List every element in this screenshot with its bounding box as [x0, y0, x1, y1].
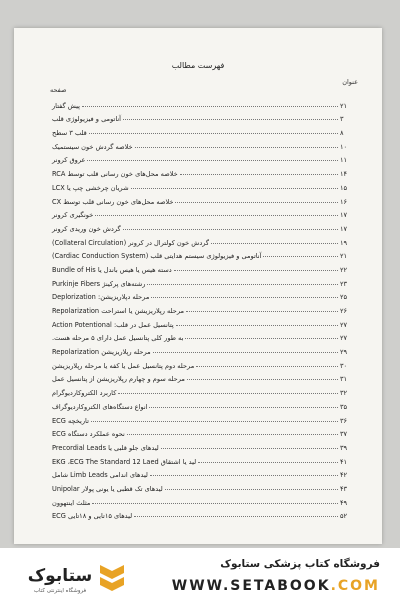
toc-dot-leader	[118, 393, 338, 394]
logo-text: ستابوک	[27, 566, 93, 586]
toc-entry-title: آناتومی و فیزیولوژی قلب	[52, 115, 122, 124]
toc-entry-title: لیدهای جلو قلبی یا Precordial Leads	[52, 443, 159, 452]
toc-dot-leader	[150, 475, 338, 476]
toc-dot-leader	[89, 133, 338, 134]
toc-entry-page: ۴۳	[340, 484, 348, 493]
toc-entry-title: انواع دستگاه‌های الکتروکاردیوگراف	[52, 402, 148, 411]
toc-entry	[50, 425, 360, 439]
toc-entry	[50, 233, 360, 247]
toc-entry-page: ۱۶	[340, 197, 348, 206]
toc-entry-title: مرحله رپلاریزیشن یا استراحت Repolarization	[52, 307, 185, 315]
toc-entry	[50, 479, 360, 493]
toc-entry	[50, 329, 360, 343]
toc-entry-title: رشته‌های پرکینژ Purkinje Fibers	[52, 279, 146, 288]
toc-dot-leader	[127, 434, 338, 435]
toc-entry-page: ۱۰	[340, 142, 348, 151]
toc-entry	[50, 151, 360, 165]
logo-mark-icon	[100, 565, 124, 591]
toc-dot-leader	[91, 421, 338, 422]
toc-entry	[50, 288, 360, 302]
toc-entry-title: مثلث اینتهوون	[52, 498, 91, 507]
toc-entry	[50, 342, 360, 356]
toc-entry-page: ۳۲	[340, 389, 348, 398]
toc-entry	[50, 397, 360, 411]
toc-entry-title: خلاصه محل‌های خون رسانی قلب توسط RCA	[52, 170, 178, 179]
toc-dot-leader	[175, 202, 338, 203]
toc-dot-leader	[131, 188, 338, 189]
toc-entry-page: ۲۷	[340, 320, 348, 329]
toc-dot-leader	[187, 379, 338, 380]
toc-entry	[50, 452, 360, 466]
toc-entry	[50, 438, 360, 452]
toc-dot-leader	[123, 119, 338, 120]
toc-entry-title: تاریخچه ECG	[52, 416, 89, 425]
toc-entry	[50, 370, 360, 384]
toc-entry-page: ۳۵	[340, 402, 348, 411]
toc-entry	[50, 411, 360, 425]
toc-entry-page: ۳۰	[340, 361, 348, 370]
toc-entry	[50, 260, 360, 274]
toc-entry-page: ۴۹	[340, 498, 348, 507]
toc-dot-leader	[87, 160, 338, 161]
page-title: فهرست مطالب	[171, 61, 225, 70]
toc-dot-leader	[198, 462, 338, 463]
toc-entry-page: ۱۷	[340, 211, 348, 220]
toc-entry-page: ۱۵	[340, 183, 348, 192]
toc-entry-page: ۲۷	[340, 334, 348, 343]
toc-entry-page: ۸	[340, 129, 344, 138]
toc-entry-page: ۳	[340, 115, 344, 124]
toc-entry	[50, 507, 360, 521]
toc-entry-title: خونگیری کرونر	[52, 211, 94, 220]
toc-entry	[50, 247, 360, 261]
toc-entry	[50, 219, 360, 233]
toc-entry-page: ۱۹	[340, 238, 348, 247]
toc-entry-page: ۲۹	[340, 348, 348, 357]
toc-entry-title: قلب ۳ سطح	[52, 129, 87, 138]
book-page	[14, 28, 382, 544]
toc-dot-leader	[95, 215, 338, 216]
toc-dot-leader	[82, 106, 338, 107]
toc-entry	[50, 110, 360, 124]
toc-dot-leader	[176, 325, 338, 326]
toc-dot-leader	[151, 297, 338, 298]
toc-entry-page: ۱۷	[340, 224, 348, 233]
website-url-tld: .COM	[330, 578, 380, 594]
toc-entry-title: شریان چرخشی چپ یا LCX	[52, 183, 129, 192]
toc-entry	[50, 96, 360, 110]
table-of-contents	[50, 96, 360, 520]
website-url-main: WWW.SETABOOK	[171, 578, 331, 594]
toc-entry	[50, 315, 360, 329]
toc-entry-page: ۴۲	[340, 471, 348, 480]
toc-dot-leader	[153, 352, 338, 353]
toc-entry-page: ۱۱	[340, 156, 348, 165]
toc-entry	[50, 206, 360, 220]
toc-entry-page: ۲۱	[340, 252, 348, 261]
toc-entry-title: مرحله دوم پتانسیل عمل یا کفه یا مرحله رپلاریزیشن	[52, 361, 195, 370]
website-url[interactable]	[172, 578, 380, 594]
toc-entry-title: گردش خون وریدی کرونر	[52, 224, 121, 233]
toc-entry-title: گردش خون کولترال در کرونر (Collateral Circulation)	[52, 238, 210, 247]
toc-dot-leader	[185, 338, 338, 339]
toc-dot-leader	[134, 516, 338, 517]
toc-entry-page: ۳۱	[340, 375, 348, 384]
toc-entry	[50, 383, 360, 397]
toc-entry-page: ۳۶	[340, 416, 348, 425]
toc-entry	[50, 192, 360, 206]
toc-entry	[50, 301, 360, 315]
toc-entry-title: خلاصه محل‌های خون رسانی قلب توسط CX	[52, 197, 174, 206]
toc-entry-page: ۴۱	[340, 457, 348, 466]
toc-dot-leader	[174, 270, 338, 271]
toc-entry	[50, 493, 360, 507]
toc-entry-page: ۱۴	[340, 170, 348, 179]
toc-entry-page: ۲۵	[340, 293, 348, 302]
toc-entry-title: پیش گفتار	[52, 101, 80, 110]
toc-dot-leader	[165, 489, 338, 490]
toc-entry-title: مرحله سوم و چهارم رپلاریزیشن از پتانسیل عمل	[52, 375, 185, 384]
toc-entry	[50, 137, 360, 151]
toc-dot-leader	[92, 503, 338, 504]
toc-dot-leader	[123, 229, 338, 230]
toc-entry	[50, 178, 360, 192]
toc-dot-leader	[135, 147, 338, 148]
toc-entry-page: ۲۲	[340, 265, 348, 274]
toc-dot-leader	[147, 284, 338, 285]
toc-entry	[50, 356, 360, 370]
store-footer	[0, 548, 400, 601]
toc-entry-title: پتانسیل عمل در قلب: Action Potentional	[52, 320, 174, 329]
toc-entry-title: مرحله دپلاریزیشن: Deplorization	[52, 293, 150, 302]
toc-entry-page: ۲۶	[340, 307, 348, 315]
toc-entry-page: ۲۳	[340, 279, 348, 288]
logo-subtext: فروشگاه اینترنتی کتاب	[33, 588, 87, 594]
toc-entry	[50, 466, 360, 480]
toc-entry-page: ۳۹	[340, 443, 348, 452]
toc-entry-title: مرحله رپلاریزیشن Repolarization	[52, 348, 151, 357]
toc-dot-leader	[211, 243, 338, 244]
toc-entry	[50, 164, 360, 178]
toc-entry-page: ۵۲	[340, 512, 348, 521]
toc-entry-title: لیدهای ۱۵تایی و ۱۸تایی ECG	[52, 512, 133, 521]
toc-entry-title: نحوه عملکرد دستگاه ECG	[52, 430, 125, 439]
toc-entry-title: کاربرد الکتروکاردیوگرام	[52, 389, 117, 398]
setabook-logo	[14, 557, 142, 597]
toc-entry-title: عروق کرونر	[52, 156, 86, 165]
toc-entry-title: آناتومی و فیزیولوژی سیستم هدایتی قلب (Cardiac Conduction System)	[52, 252, 262, 261]
toc-dot-leader	[196, 366, 338, 367]
toc-entry-title: دسته هیس یا هیس باندل یا Bundle of His	[52, 265, 172, 274]
toc-entry-page: ۲۱	[340, 101, 348, 110]
toc-dot-leader	[161, 448, 338, 449]
toc-entry-title: لید یا اشتقاق EKG ،ECG The Standard 12 Laed	[52, 457, 197, 466]
column-header-topic: عنوان	[342, 78, 358, 86]
toc-entry-title: لیدهای تک قطبی یا یونی پولار Unipolar	[52, 484, 163, 493]
store-name: فروشگاه کتاب پزشکی ستابوک	[220, 558, 380, 570]
toc-entry-title: به طور کلی پتانسیل عمل دارای ۵ مرحله هست.	[52, 334, 184, 343]
toc-entry-title: لیدهای اندامی Limb Leads شامل	[52, 471, 148, 480]
column-header-page: صفحه	[50, 86, 67, 94]
toc-dot-leader	[263, 256, 338, 257]
toc-entry	[50, 123, 360, 137]
toc-dot-leader	[180, 174, 338, 175]
toc-entry	[50, 274, 360, 288]
toc-dot-leader	[149, 407, 338, 408]
toc-entry-page: ۳۷	[340, 430, 348, 439]
toc-entry-title: خلاصه گردش خون سیستمیک	[52, 142, 133, 151]
toc-dot-leader	[186, 311, 338, 312]
